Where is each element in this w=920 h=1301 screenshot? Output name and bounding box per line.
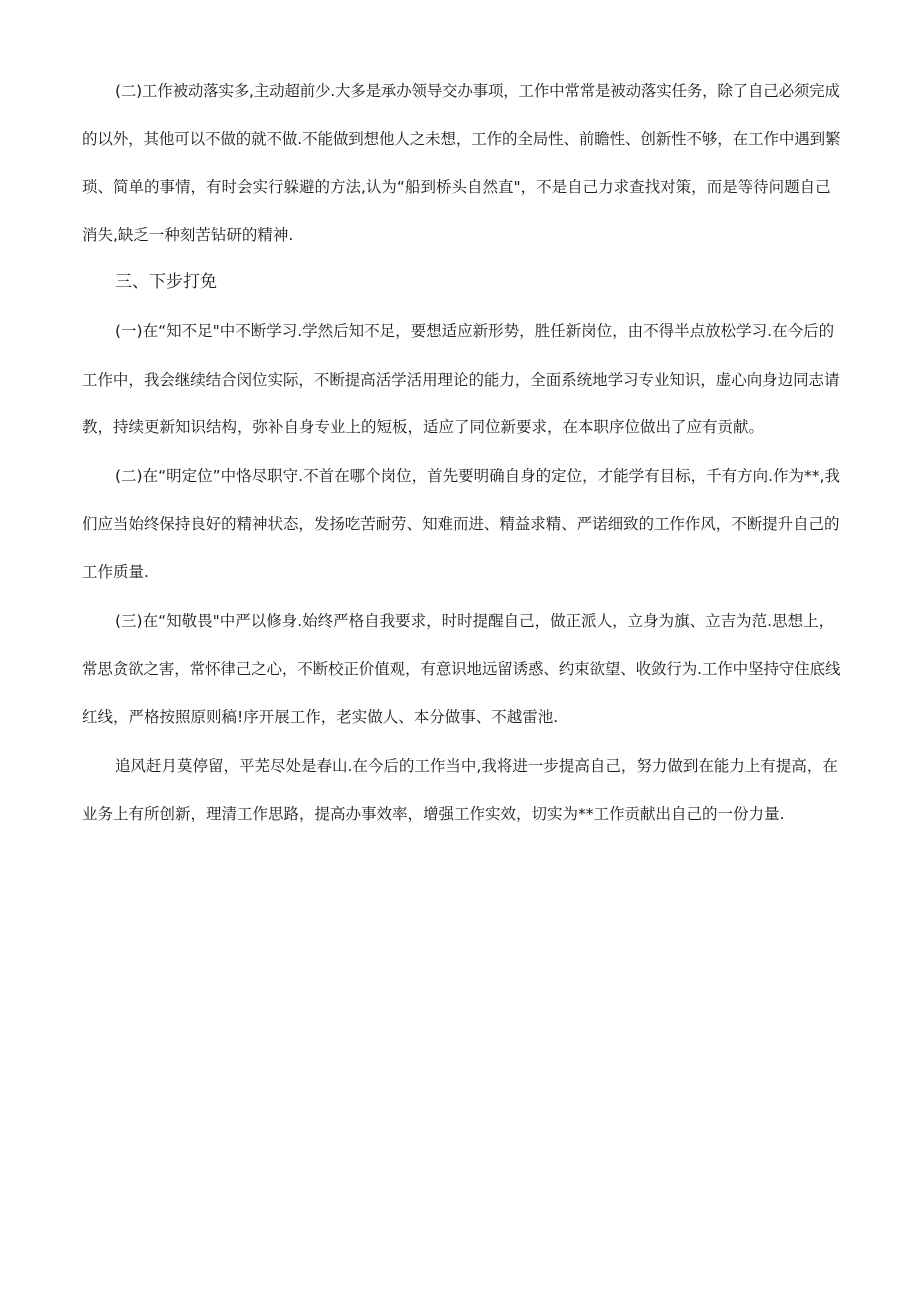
text-line: 教，持续更新知识结构，弥补自身专业上的短板，适应了同位新要求，在本职序位做出了应有贡献。: [82, 418, 765, 436]
text-line: 消失,缺乏一种刻苦钻研的精神.: [82, 226, 294, 244]
text-line: (一)在“知不足"中不断学习.学然后知不足，要想适应新形势，胜任新岗位，由不得半点放松学习.在今后的: [115, 322, 835, 340]
text-line: 琐、简单的事情，有时会实行躲避的方法,认为“船到桥头自然直"，不是自己力求查找对策，而是等待问题自己: [82, 178, 831, 196]
text-line: 红线，严格按照原则稿!序开展工作，老实做人、本分做事、不越雷池.: [82, 708, 559, 726]
text-line: 业务上有所创新，理清工作思路，提高办事效率，增强工作实效，切实为**工作贡献出自己的一份力量.: [82, 805, 785, 823]
text-line: (二)在“明定位”中恪尽职守.不首在哪个岗位，首先要明确自身的定位，才能学有目标，千有方向.作为**,我: [115, 467, 840, 485]
text-line: 工作质量.: [82, 563, 149, 581]
text-line: (三)在“知敬畏"中严以修身.始终严格自我要求，时时提醒自己，做正派人，立身为旗、立吉为范.思想上，: [115, 612, 835, 630]
text-line: 工作中，我会继续结合闵位实际，不断提高活学活用理论的能力，全面系统地学习专业知识，虚心向身边同志请: [82, 371, 840, 389]
text-line: 追风赶月莫停留，平芜尽处是春山.在今后的工作当中,我将进一步提高自己，努力做到在能力上有提高，在: [115, 757, 838, 775]
text-line: (二)工作被动落实多,主动超前少.大多是承办领导交办事项，工作中常常是被动落实任务，除了自己必须完成: [115, 82, 840, 100]
heading-text: 三、下步打免: [115, 272, 217, 292]
text-line: 常思贪欲之害，常怀律己之心，不断校正价值观，有意识地远留诱惑、约束欲望、收敛行为.工作中坚持守住底线: [82, 660, 841, 678]
text-line: 的以外，其他可以不做的就不做.不能做到想他人之未想，工作的全局性、前瞻性、创新性不够，在工作中遇到繁: [82, 130, 841, 148]
text-line: 们应当始终保持良好的精神状态，发扬吃苦耐劳、知难而进、精益求精、严诺细致的工作作风，不断提升自己的: [82, 515, 840, 533]
